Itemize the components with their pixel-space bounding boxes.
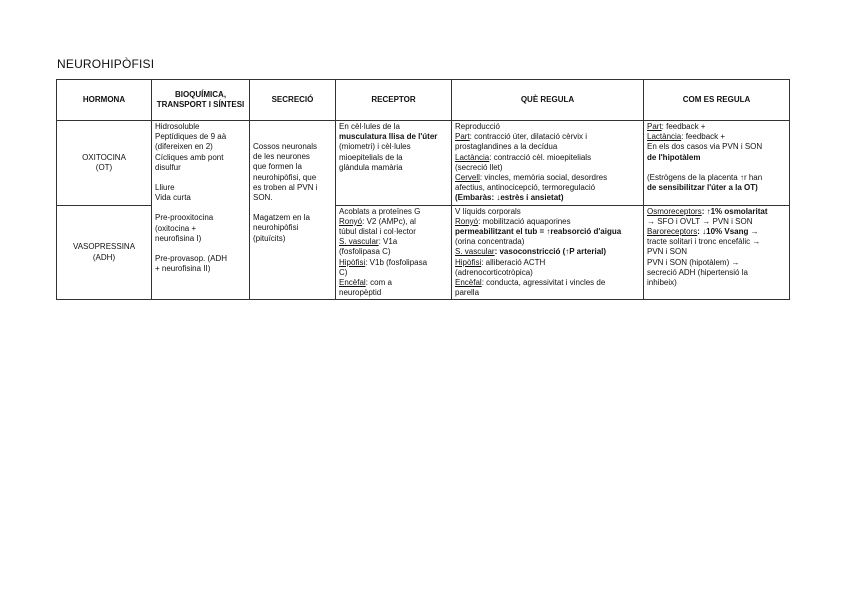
com-line — [647, 122, 786, 132]
bio-line: Peptídiques de 9 aà — [155, 132, 227, 142]
secrecio-line: neurohipòfisi — [253, 223, 299, 233]
header-row — [57, 80, 790, 121]
secrecio-line: neurohipòfisi, que — [253, 172, 317, 182]
col-header-com-es-regula: COM ES REGULA — [644, 80, 790, 121]
secrecio-line: Cossos neuronals — [253, 142, 318, 151]
com-line — [647, 132, 786, 142]
com-line — [647, 207, 786, 217]
secrecio-cell — [250, 121, 336, 300]
com-label: Osmoreceptors — [647, 206, 702, 216]
receptor-line: (fosfolipasa C) — [339, 247, 391, 257]
receptor-text: : V1b (fosfolipasa — [365, 257, 428, 267]
page-title: NEUROHIPÒFISI — [57, 57, 155, 71]
hormone-name-vasopressina — [57, 205, 152, 300]
receptor-text: : V2 (AMPc), al — [362, 216, 416, 226]
bio-line: neurofisina I) — [155, 233, 202, 243]
regula-line — [455, 278, 640, 288]
hormone-table — [56, 79, 790, 300]
bio-line: Vida curta — [155, 193, 191, 203]
receptor-cell-vasopressina — [336, 205, 452, 300]
com-line: tracte solitari i tronc encefàlic → — [647, 237, 761, 247]
receptor-label: S. vascular — [339, 237, 379, 247]
receptor-label: Ronyó — [339, 216, 363, 226]
regula-label: Hipòfisi — [455, 257, 482, 267]
regula-line: (orina concentrada) — [455, 237, 525, 247]
hormone-name-oxitocina — [57, 121, 152, 206]
regula-line — [455, 173, 640, 183]
regula-line: permeabilitzant el tub = ↑reabsorció d'aigua — [455, 227, 622, 237]
com-line: de sensibilitzar l'úter a la OT) — [647, 183, 758, 193]
com-line: → SFO i OVLT → PVN i SON — [647, 216, 753, 226]
bio-line: Lliure — [155, 183, 175, 193]
receptor-text: : com a — [365, 278, 392, 288]
com-line: En els dos casos via PVN i SON — [647, 142, 763, 152]
regula-label: Lactància — [455, 152, 490, 162]
secrecio-line: de les neurones — [253, 152, 310, 162]
bio-line: disulfur — [155, 162, 181, 172]
receptor-line — [339, 217, 448, 227]
regula-cell-vasopressina — [452, 205, 644, 300]
regula-text: : contracció cèl. mioepitelials — [489, 152, 592, 162]
regula-text: : contracció úter, dilatació cèrvix i — [469, 132, 588, 142]
regula-label: Cervell — [455, 173, 480, 183]
regula-line — [455, 132, 640, 142]
regula-text: : mobilització aquaporines — [478, 216, 571, 226]
com-text: : ↓10% Vsang → — [697, 227, 759, 237]
com-text: : feedback + — [681, 132, 726, 142]
regula-label: Ronyó — [455, 216, 479, 226]
regula-text: : vasoconstricció (↑P arterial) — [494, 247, 607, 257]
col-header-bioquimica: BIOQUÍMICA, TRANSPORT I SÍNTESI — [152, 80, 250, 121]
bio-line: Hidrosoluble — [155, 122, 200, 131]
receptor-line — [339, 258, 448, 268]
bio-line: (difereixen en 2) — [155, 142, 213, 152]
col-header-receptor: RECEPTOR — [336, 80, 452, 121]
regula-label: S. vascular — [455, 247, 495, 257]
regula-line: (secreció llet) — [455, 162, 503, 172]
secrecio-line: (pituïcits) — [253, 233, 286, 243]
secrecio-line: es troben al PVN i — [253, 182, 318, 192]
com-text: : ↑1% osmolaritat — [701, 206, 768, 216]
receptor-line — [339, 237, 448, 247]
regula-text: : vincles, memòria social, desordres — [479, 173, 608, 183]
hormone-abbr: (OT) — [95, 162, 113, 172]
table-row-oxitocina — [57, 121, 790, 206]
regula-line — [455, 258, 640, 268]
receptor-line: Acoblats a proteïnes G — [339, 206, 421, 216]
col-header-hormona: HORMONA — [57, 80, 152, 121]
receptor-label: Encèfal — [339, 278, 366, 288]
secrecio-line: SON. — [253, 193, 273, 203]
hormone-abbr: (ADH) — [92, 252, 116, 262]
receptor-label: Hipòfisi — [339, 257, 366, 267]
com-cell-oxitocina — [644, 121, 790, 206]
bio-line: Pre-provasop. (ADH — [155, 254, 228, 264]
regula-line: (Embaràs: ↓estrès i ansietat) — [455, 193, 564, 203]
col-header-que-regula: QUÈ REGULA — [452, 80, 644, 121]
com-label: Part — [647, 122, 662, 131]
regula-line — [455, 247, 640, 257]
receptor-line — [339, 278, 448, 288]
regula-line — [455, 153, 640, 163]
bio-line: (oxitocina + — [155, 223, 197, 233]
receptor-line: En cèl·lules de la — [339, 122, 400, 131]
receptor-line: mioepitelials de la — [339, 152, 403, 162]
regula-line: (adrenocorticotròpica) — [455, 267, 533, 277]
bio-line: Pre-prooxitocina — [155, 213, 214, 223]
regula-line: V líquids corporals — [455, 206, 521, 216]
receptor-text: : V1a — [378, 237, 398, 247]
receptor-line: glàndula mamària — [339, 162, 403, 172]
regula-text: : alliberació ACTH — [481, 257, 546, 267]
receptor-line: C) — [339, 267, 348, 277]
col-header-secrecio: SECRECIÓ — [250, 80, 336, 121]
receptor-line: musculatura llisa de l'úter — [339, 132, 438, 142]
receptor-cell-oxitocina — [336, 121, 452, 206]
receptor-line: (miometri) i cèl·lules — [339, 142, 411, 152]
receptor-line: túbul distal i col·lector — [339, 227, 416, 237]
com-line — [647, 227, 786, 237]
regula-line: Reproducció — [455, 122, 500, 131]
com-line: inhibeix) — [647, 278, 677, 288]
regula-line: afectius, antinocicepció, termoregulació — [455, 183, 596, 193]
secrecio-line: Magatzem en la — [253, 213, 310, 223]
regula-line: prostaglandines a la decídua — [455, 142, 558, 152]
secrecio-line: que formen la — [253, 162, 302, 172]
com-line: PVN i SON (hipotàlem) → — [647, 257, 740, 267]
com-line: PVN i SON — [647, 247, 688, 257]
com-cell-vasopressina — [644, 205, 790, 300]
com-line: (Estrògens de la placenta ↑r han — [647, 172, 763, 182]
regula-line — [455, 217, 640, 227]
receptor-line: neuropèptid — [339, 288, 382, 298]
hormone-name: VASOPRESSINA — [72, 242, 136, 252]
com-line: secreció ADH (hipertensió la — [647, 267, 748, 277]
regula-label: Encèfal — [455, 278, 482, 288]
regula-text: : conducta, agressivitat i vincles de — [481, 278, 606, 288]
bio-line: Cícliques amb pont — [155, 152, 224, 162]
com-label: Lactància — [647, 132, 682, 142]
regula-cell-oxitocina — [452, 121, 644, 206]
regula-line: parella — [455, 288, 480, 298]
bio-line: + neurofisina II) — [155, 264, 211, 274]
regula-label: Part — [455, 132, 470, 142]
bioquimica-cell — [152, 121, 250, 300]
com-line: de l'hipotàlem — [647, 152, 701, 162]
hormone-name: OXITOCINA — [82, 152, 126, 162]
com-label: Baroreceptors — [647, 227, 698, 237]
com-text: : feedback + — [661, 122, 706, 131]
